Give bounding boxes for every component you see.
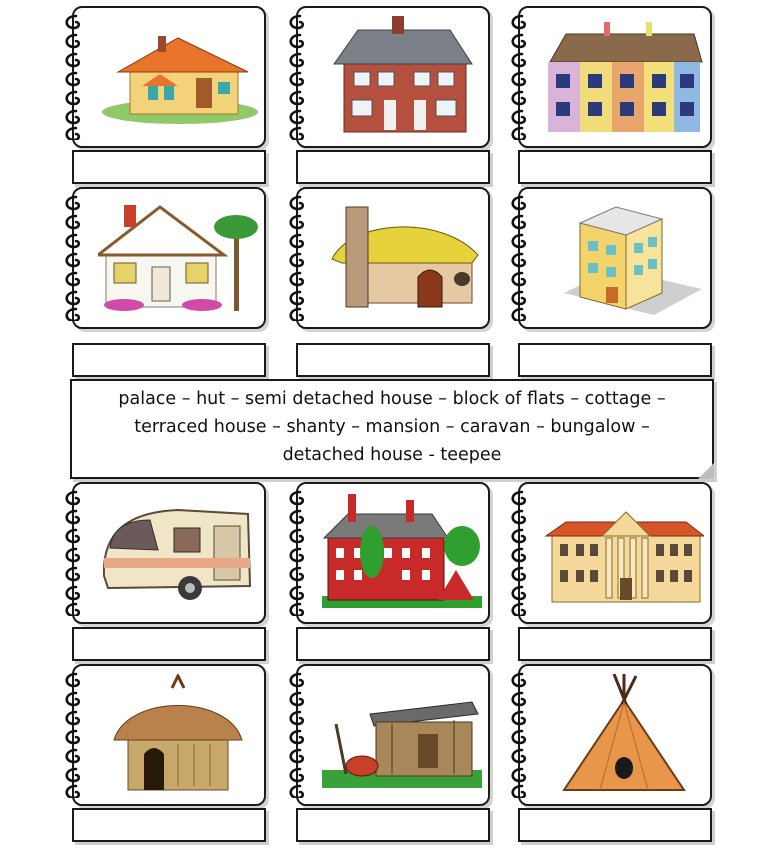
word-bank-line-1: palace – hut – semi detached house – block of flats – cottage – [118, 389, 666, 409]
picture-card-1 [72, 6, 266, 148]
bungalow-image [98, 197, 258, 317]
word-bank-line-2: terraced house – shanty – mansion – caravan – bungalow – [134, 417, 650, 437]
answer-box-6[interactable] [518, 343, 712, 377]
spiral-binding-icon [508, 672, 534, 798]
spiral-binding-icon [286, 490, 312, 616]
picture-card-9 [518, 482, 712, 624]
palace-image [544, 492, 704, 612]
answer-box-3[interactable] [518, 150, 712, 184]
spiral-binding-icon [508, 195, 534, 321]
picture-card-6 [518, 187, 712, 329]
picture-card-7 [72, 482, 266, 624]
answer-box-1[interactable] [72, 150, 266, 184]
word-bank-line-3: detached house - teepee [282, 445, 502, 465]
spiral-binding-icon [62, 672, 88, 798]
caravan-image [98, 492, 258, 612]
block-of-flats-image [544, 197, 704, 317]
hut-image [98, 674, 258, 794]
teepee-image [544, 674, 704, 794]
spiral-binding-icon [286, 14, 312, 140]
picture-card-8 [296, 482, 490, 624]
answer-box-10[interactable] [72, 808, 266, 842]
picture-card-11 [296, 664, 490, 806]
picture-card-12 [518, 664, 712, 806]
picture-card-3 [518, 6, 712, 148]
answer-box-11[interactable] [296, 808, 490, 842]
answer-box-7[interactable] [72, 627, 266, 661]
answer-box-2[interactable] [296, 150, 490, 184]
spiral-binding-icon [62, 195, 88, 321]
answer-box-9[interactable] [518, 627, 712, 661]
picture-card-10 [72, 664, 266, 806]
cottage-image [322, 197, 482, 317]
mansion-image [322, 492, 482, 612]
picture-card-5 [296, 187, 490, 329]
spiral-binding-icon [286, 672, 312, 798]
answer-box-12[interactable] [518, 808, 712, 842]
detached-house-image [98, 16, 258, 136]
answer-box-5[interactable] [296, 343, 490, 377]
spiral-binding-icon [286, 195, 312, 321]
answer-box-4[interactable] [72, 343, 266, 377]
spiral-binding-icon [62, 490, 88, 616]
word-bank-text [82, 385, 702, 469]
picture-card-2 [296, 6, 490, 148]
terraced-house-image [544, 16, 704, 136]
picture-card-4 [72, 187, 266, 329]
answer-box-8[interactable] [296, 627, 490, 661]
spiral-binding-icon [508, 14, 534, 140]
shanty-image [322, 674, 482, 794]
spiral-binding-icon [508, 490, 534, 616]
page-fold-corner [698, 463, 714, 479]
spiral-binding-icon [62, 14, 88, 140]
word-bank [70, 379, 714, 479]
semi-detached-house-image [322, 16, 482, 136]
